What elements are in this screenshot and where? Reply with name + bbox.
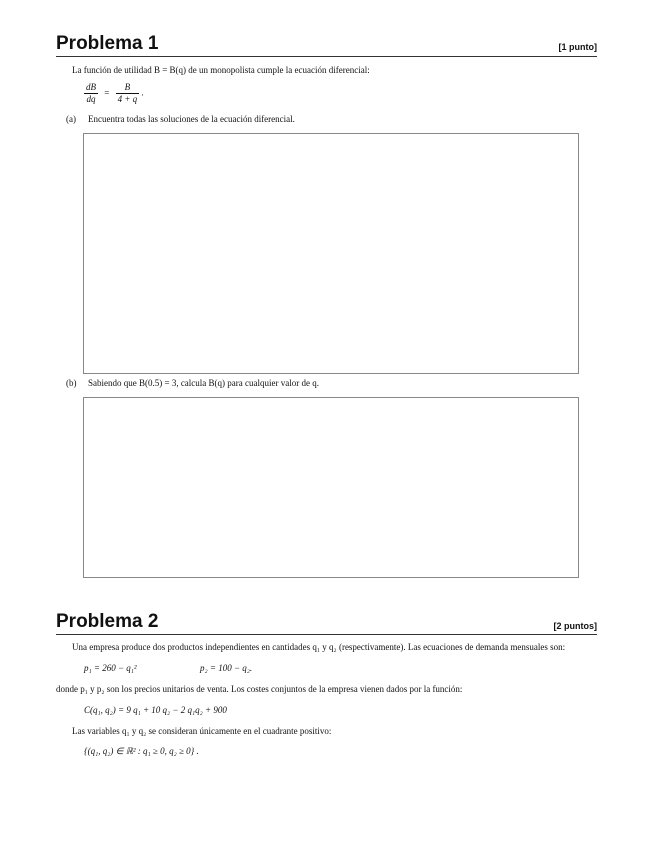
demand-equation-2: p₂ = 100 − q₂. [200, 663, 253, 673]
equation-rhs-denominator: 4 + q [117, 94, 138, 104]
problem-2-title: Problema 2 [56, 611, 159, 632]
problem-1-intro: La función de utilidad B = B(q) de un monopolista cumple la ecuación diferencial: [72, 65, 370, 75]
equation-rhs-numerator: B [116, 82, 140, 94]
problem-1-equation [84, 82, 144, 105]
equation-end: . [141, 87, 144, 98]
cost-function: C(q₁, q₂) = 9 q₁ + 10 q₂ − 2 q₁q₂ + 900 [84, 705, 227, 715]
equation-lhs-numerator: dB [86, 82, 96, 92]
problem-2-intro: Una empresa produce dos productos independientes en cantidades q₁ y q₂ (respectivamente). Las ecuaciones de demanda mensuales son: [72, 642, 566, 652]
problem-1-title: Problema 1 [56, 33, 159, 54]
problem-1-points: [1 punto] [558, 42, 597, 52]
equation-lhs-denominator: dq [86, 94, 96, 104]
equation-lhs-fraction [84, 82, 98, 105]
problem-2-where-text: donde p₁ y p₂ son los precios unitarios de venta. Los costes conjuntos de la empresa vienen dados por la función: [56, 684, 463, 694]
problem-1-part-a [66, 113, 295, 125]
part-b-label: (b) [66, 378, 77, 388]
domain-set: {(q₁, q₂) ∈ ℝ² : q₁ ≥ 0, q₂ ≥ 0} . [84, 746, 199, 756]
answer-box-part-b[interactable] [83, 397, 579, 578]
problem-2-rule [56, 634, 597, 635]
equation-rhs-fraction [116, 82, 140, 105]
part-a-label: (a) [66, 114, 76, 124]
problem-2-points: [2 puntos] [553, 621, 597, 631]
problem-2-variables-text: Las variables q₁ y q₂ se consideran únicamente en el cuadrante positivo: [72, 726, 332, 736]
problem-1-part-b [66, 377, 319, 389]
part-a-text: Encuentra todas las soluciones de la ecuación diferencial. [88, 114, 295, 124]
demand-equation-1: p₁ = 260 − q₁² [84, 663, 137, 673]
answer-box-part-a[interactable] [83, 133, 579, 374]
problem-1-rule [56, 56, 597, 57]
equation-equals: = [104, 87, 110, 98]
part-b-text: Sabiendo que B(0.5) = 3, calcula B(q) para cualquier valor de q. [88, 378, 319, 388]
